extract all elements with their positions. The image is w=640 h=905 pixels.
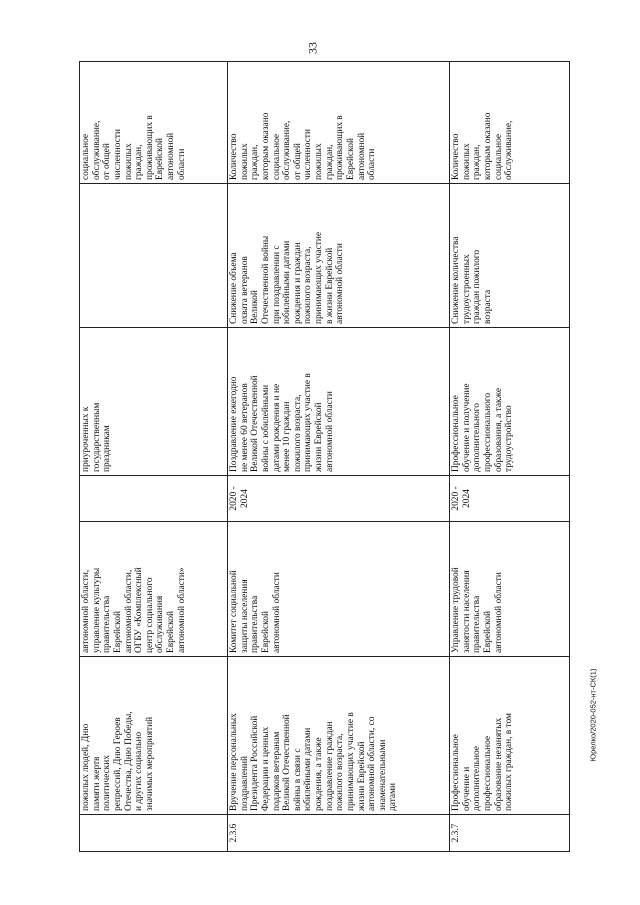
document-footer-code (586, 625, 600, 805)
indicator-cell: Количество пожилых граждан, которым оказано социальное обслуживание, от общей численности пожилых граждан, проживающих в Еврейской автономной области (228, 62, 450, 184)
executor-cell: автономной области, управление культуры правительства Еврейской автономной области, ОГБУ «Комплексный центр социального обслуживания Еврейской автономной области» (80, 522, 228, 657)
indicator-cell: Количество пожилых граждан, которым оказано социальное обслуживание, (450, 62, 570, 184)
indicator-cell: социальное обслуживание, от общей численности пожилых граждан, проживающих в Еврейской автономной области (80, 62, 228, 184)
result-cell: Профессиональное обучение и получение дополнительного профессионального образования, а также трудоустройство (450, 328, 570, 476)
measures-table (79, 61, 570, 852)
table-row (450, 62, 570, 852)
table-row (80, 62, 228, 852)
consequence-cell: Снижение количества трудоустроенных граждан пожилого возраста (450, 184, 570, 328)
result-cell: приуроченных к государственным праздникам (80, 328, 228, 476)
measures-table-area (79, 62, 569, 852)
executor-cell: Комитет социальной защиты населения правительства Еврейской автономной области (228, 522, 450, 657)
period-cell: 2020 - 2024 (228, 476, 450, 522)
event-cell: Профессиональное обучение и дополнительное профессиональное образование незанятых пожилых граждан, в том (450, 657, 570, 815)
rotated-table-wrapper (79, 62, 569, 852)
row-number-cell: 2.3.7 (450, 815, 570, 852)
period-cell (80, 476, 228, 522)
table-row (228, 62, 450, 852)
consequence-cell: Снижение объема охвата ветеранов Великой Отечественной войны при поздравлении с юбилейными датами рождения и граждан пожилого возраста, принимающих участие в жизни Еврейской автономной области (228, 184, 450, 328)
footer-code-text: Юрелко/2020-052-нт-СК(1) (588, 668, 598, 762)
row-number-cell (80, 815, 228, 852)
result-cell: Поздравление ежегодно не менее 60 ветеранов Великой Отечественной войны с юбилейными датами рождения и не менее 10 граждан пожилого возраста, принимающих участие в жизни Еврейской автономной области (228, 328, 450, 476)
event-cell: пожилых людей, Дню памяти жертв политических репрессий, Дню Героев Отечества, Дню Победы, и других социально значимых мероприятий (80, 657, 228, 815)
event-cell: Вручение персональных поздравлений Президента Российской Федерации и ценных подарков ветеранам Великой Отечественной войны в связи с юбилейными датами рождения, а также поздравление граждан пожилого возраста, принимающих участие в жизни Еврейской автономной области, со знаменательными датами (228, 657, 450, 815)
page-number-text: 33 (305, 42, 320, 54)
consequence-cell (80, 184, 228, 328)
period-cell: 2020 - 2024 (450, 476, 570, 522)
row-number-cell: 2.3.6 (228, 815, 450, 852)
executor-cell: Управление трудовой занятости населения правительства Еврейской автономной области (450, 522, 570, 657)
